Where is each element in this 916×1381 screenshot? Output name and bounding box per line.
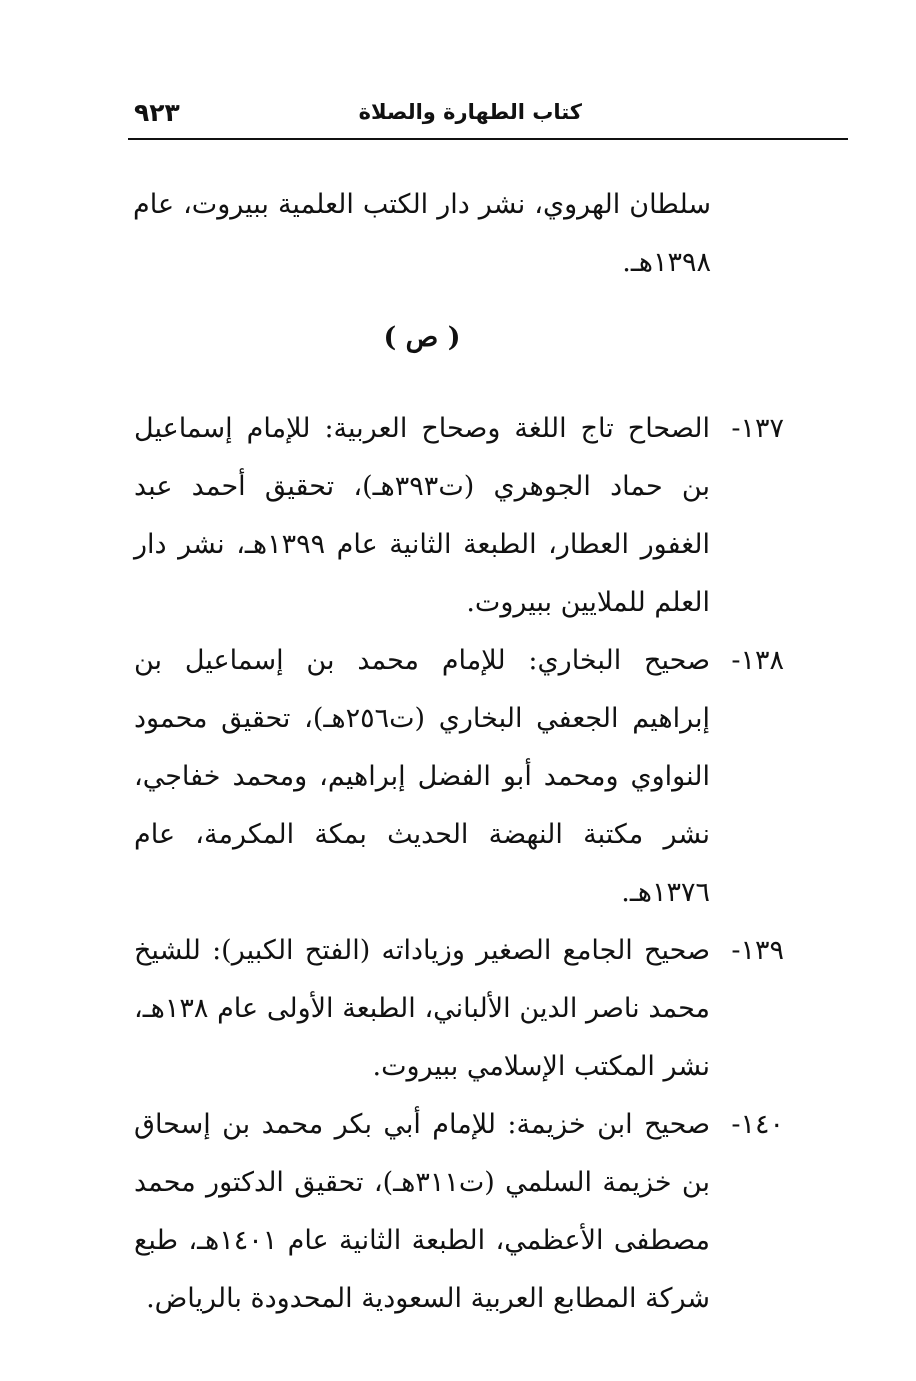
continued-entry-text: سلطان الهروي، نشر دار الكتب العلمية ببيروت، عام ١٣٩٨هـ.: [133, 189, 711, 278]
entry-number: ١٤٠-: [731, 1109, 784, 1140]
entry-number: ١٣٩-: [731, 935, 784, 966]
bibliography-entry: [134, 632, 784, 922]
page-number: ٩٢٣: [134, 98, 180, 127]
bibliography-entry: [134, 1096, 784, 1328]
bibliography-list: [134, 400, 784, 1328]
entry-text: صحيح الجامع الصغير وزياداته (الفتح الكبير): للشيخ محمد ناصر الدين الألباني، الطبعة الأولى عام ١٣٨هـ، نشر المكتب الإسلامي ببيروت.: [134, 935, 711, 1082]
entry-text: الصحاح تاج اللغة وصحاح العربية: للإمام إسماعيل بن حماد الجوهري (ت٣٩٣هـ)، تحقيق أحمد عبد الغفور العطار، الطبعة الثانية عام ١٣٩٩هـ، نشر دار العلم للملايين ببيروت.: [134, 413, 710, 618]
bibliography-entry: [134, 400, 784, 632]
running-title: كتاب الطهارة والصلاة: [358, 100, 582, 124]
bibliography-entry: [134, 922, 784, 1096]
page-header: [128, 96, 848, 140]
entry-number: ١٣٧-: [731, 413, 784, 444]
section-heading: ( ص ): [383, 322, 461, 353]
entry-number: ١٣٨-: [731, 645, 784, 676]
entry-text: صحيح البخاري: للإمام محمد بن إسماعيل بن إبراهيم الجعفي البخاري (ت٢٥٦هـ)، تحقيق محمود النواوي ومحمد أبو الفضل إبراهيم، ومحمد خفاجي، نشر مكتبة النهضة الحديث بمكة المكرمة، عام ١٣٧٦هـ.: [134, 645, 710, 908]
entry-text: صحيح ابن خزيمة: للإمام أبي بكر محمد بن إسحاق بن خزيمة السلمي (ت٣١١هـ)، تحقيق الدكتور محمد مصطفى الأعظمي، الطبعة الثانية عام ١٤٠١هـ، طبع شركة المطابع العربية السعودية المحدودة بالرياض.: [134, 1109, 711, 1314]
